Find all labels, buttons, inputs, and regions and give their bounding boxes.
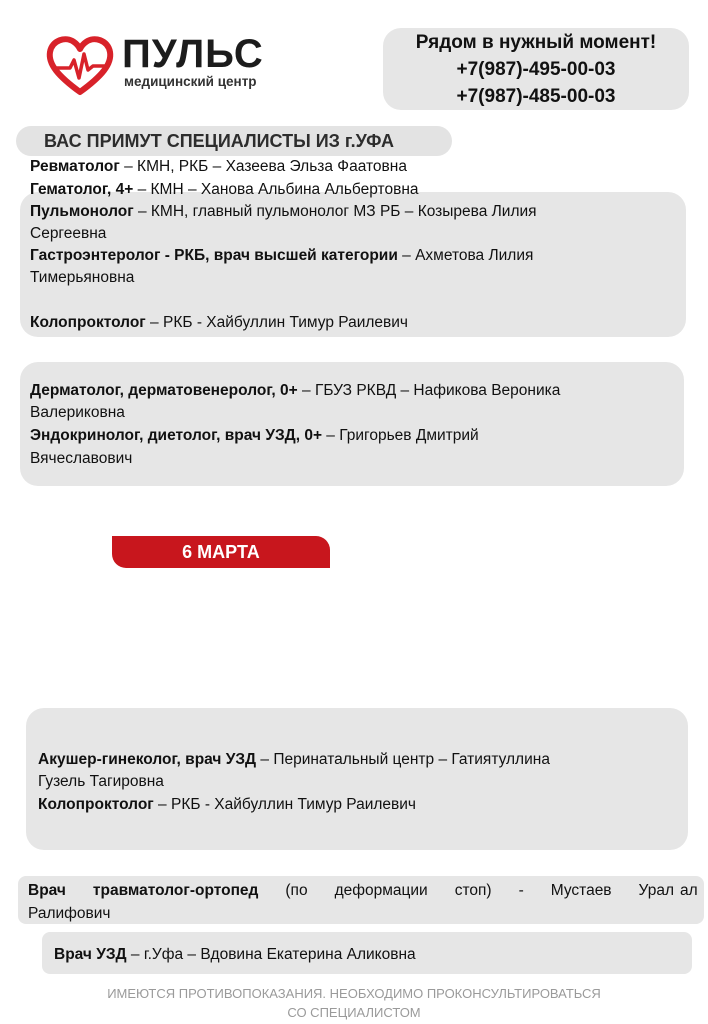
date-label: 6 МАРТА	[182, 542, 260, 562]
specialist-entry-cont: Вячеславович	[30, 450, 133, 467]
specialist-entry-cont: Сергеевна	[30, 225, 107, 242]
specialist-entry: Эндокринолог, диетолог, врач УЗД, 0+ – Григорьев Дмитрий	[30, 427, 479, 444]
specialist-entry: Гастроэнтеролог - РКБ, врач высшей категории – Ахметова Лилия	[30, 247, 534, 264]
footer-disclaimer: СО СПЕЦИАЛИСТОМ	[287, 1005, 421, 1020]
specialist-entry: Гематолог, 4+ – КМН – Ханова Альбина Альбертовна	[30, 181, 419, 198]
specialist-entry: Колопроктолог – РКБ - Хайбуллин Тимур Раилевич	[38, 796, 416, 813]
specialist-entry: Врач УЗД – г.Уфа – Вдовина Екатерина Аликовна	[54, 946, 416, 963]
specialist-entry: Акушер-гинеколог, врач УЗД – Перинатальный центр – Гатиятуллина	[38, 751, 550, 768]
specialist-entry: Ревматолог – КМН, РКБ – Хазеева Эльза Фаатовна	[30, 158, 407, 175]
specialist-entry-cont: Тимерьяновна	[30, 269, 135, 286]
phone-number[interactable]: +7(987)-495-00-03	[456, 59, 616, 80]
specialist-entry: Врач травматолог-ортопед (по деформации стоп) - Мустаев Урал	[28, 882, 674, 899]
specialist-entry: Дерматолог, дерматовенеролог, 0+ – ГБУЗ РКВД – Нафикова Вероника	[30, 382, 561, 399]
specialist-entry-cont: Валериковна	[30, 404, 125, 421]
specialist-entry-cont: Гузель Тагировна	[38, 773, 164, 790]
footer-disclaimer: ИМЕЮТСЯ ПРОТИВОПОКАЗАНИЯ. НЕОБХОДИМО ПРОКОНСУЛЬТИРОВАТЬСЯ	[107, 986, 601, 1001]
heart-pulse-icon	[44, 34, 116, 98]
phone-number[interactable]: +7(987)-485-00-03	[456, 86, 616, 107]
banner-title: ВАС ПРИМУТ СПЕЦИАЛИСТЫ ИЗ г.УФА	[44, 131, 395, 151]
brand-subtitle: медицинский центр	[124, 74, 257, 89]
brand-name: ПУЛЬС	[122, 32, 264, 76]
specialist-entry-cont: Ралифович	[28, 905, 111, 922]
specialist-entry: Колопроктолог – РКБ - Хайбуллин Тимур Раилевич	[30, 314, 408, 331]
slogan: Рядом в нужный момент!	[415, 32, 657, 53]
specialist-entry: Пульмонолог – КМН, главный пульмонолог МЗ РБ – Козырева Лилия	[30, 203, 537, 220]
specialist-entry-overflow: ал	[680, 882, 698, 899]
